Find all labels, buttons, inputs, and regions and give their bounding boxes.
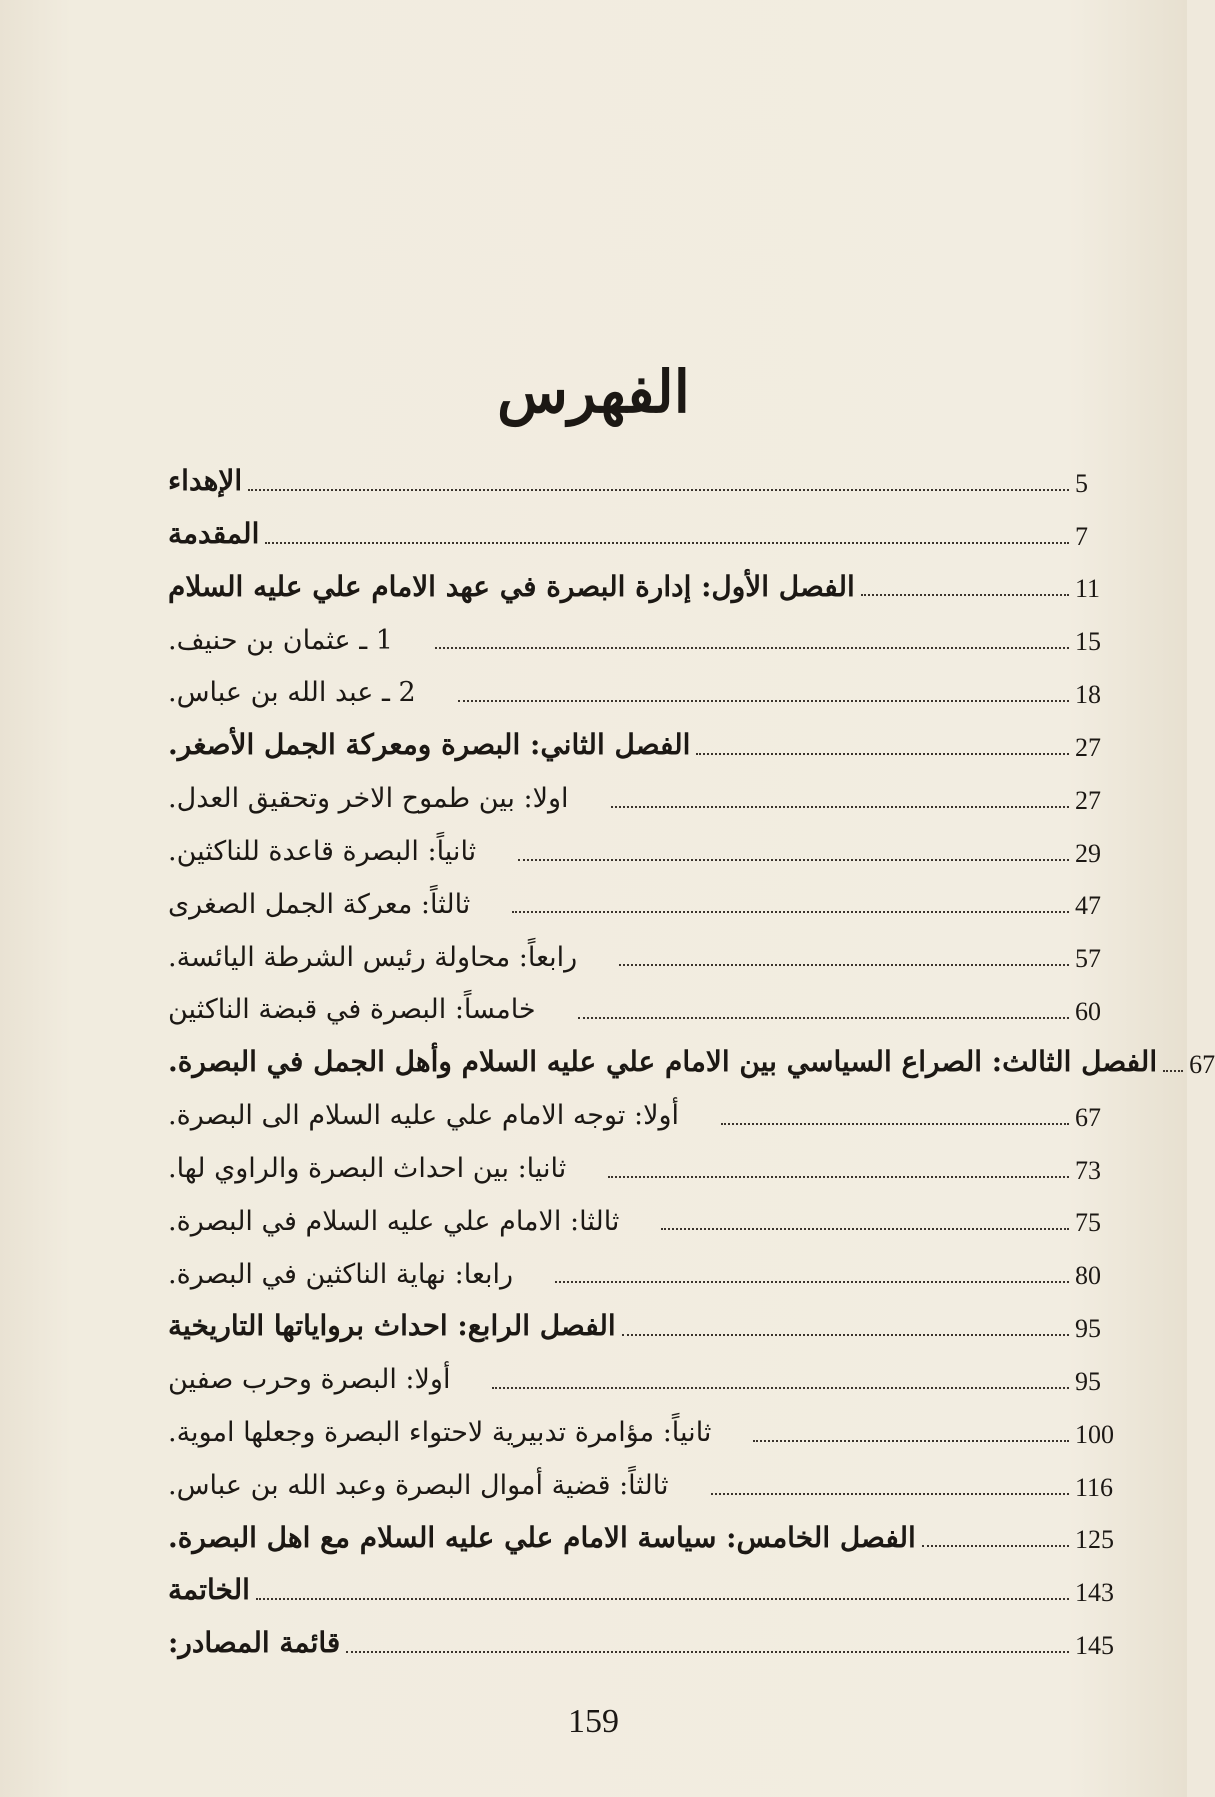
toc-entry-page-number: 80 [1075, 1261, 1101, 1291]
toc-entry-page-number: 47 [1075, 891, 1101, 921]
toc-entry-title: الفصل الخامس: سياسة الامام علي عليه السلام مع اهل البصرة. [168, 1520, 916, 1554]
toc-entry [168, 818, 1135, 871]
dot-leader [696, 753, 1069, 755]
toc-entry-title: أولا: توجه الامام علي عليه السلام الى البصرة. [168, 1100, 680, 1132]
toc-entry [168, 448, 1135, 501]
toc-entry-page-number: 27 [1075, 785, 1101, 815]
dot-leader [753, 1440, 1069, 1442]
table-of-contents [168, 448, 1215, 1663]
toc-entry-title: المقدمة [168, 516, 260, 550]
toc-entry-title: ثالثاً: قضية أموال البصرة وعبد الله بن عباس. [168, 1469, 669, 1501]
toc-entry-title: 2 ـ عبد الله بن عباس. [168, 677, 416, 709]
toc-entry-title: رابعاً: محاولة رئيس الشرطة اليائسة. [168, 941, 578, 973]
page-title: الفهرس [497, 358, 690, 426]
toc-entry [168, 554, 1135, 607]
toc-entry [168, 1505, 1135, 1558]
dot-leader [608, 1176, 1069, 1178]
toc-entry-page-number: 18 [1075, 680, 1101, 710]
dot-leader [711, 1493, 1069, 1495]
dot-leader [458, 700, 1069, 702]
toc-entry-title: الفصل الثاني: البصرة ومعركة الجمل الأصغر. [168, 728, 691, 762]
toc-entry-page-number: 5 [1075, 468, 1088, 498]
toc-entry-page-number: 11 [1075, 574, 1101, 604]
dot-leader [661, 1228, 1069, 1230]
dot-leader [518, 859, 1069, 861]
toc-entry-title: ثانياً: مؤامرة تدبيرية لاحتواء البصرة وجعلها اموية. [168, 1417, 712, 1449]
dot-leader [622, 1334, 1069, 1336]
toc-entry [168, 1452, 1135, 1505]
dot-leader [265, 542, 1069, 544]
dot-leader [861, 594, 1069, 596]
toc-entry-page-number: 95 [1075, 1314, 1101, 1344]
toc-entry-title: اولا: بين طموح الاخر وتحقيق العدل. [168, 783, 569, 815]
toc-entry-title: الفصل الرابع: احداث برواياتها التاريخية [168, 1309, 616, 1343]
toc-entry-title: ثالثاً: معركة الجمل الصغرى [168, 888, 471, 920]
toc-entry [168, 765, 1135, 818]
toc-entry-page-number: 60 [1075, 997, 1101, 1027]
toc-entry-title: الفصل الأول: إدارة البصرة في عهد الامام علي عليه السلام [168, 569, 855, 603]
toc-entry [168, 1240, 1135, 1293]
toc-entry [168, 1293, 1135, 1346]
toc-entry-page-number: 75 [1075, 1208, 1101, 1238]
toc-entry-title: الفصل الثالث: الصراع السياسي بين الامام علي عليه السلام وأهل الجمل في البصرة. [168, 1045, 1158, 1079]
toc-entry [168, 1610, 1135, 1663]
toc-entry-page-number: 57 [1075, 944, 1101, 974]
toc-entry [168, 1188, 1135, 1241]
toc-entry-title: قائمة المصادر: [168, 1626, 341, 1660]
dot-leader [578, 1017, 1069, 1019]
toc-entry-page-number: 67 [1075, 1102, 1101, 1132]
toc-entry-page-number: 73 [1075, 1155, 1101, 1185]
toc-entry-page-number: 67 [1189, 1049, 1215, 1079]
toc-entry-title: الإهداء [168, 464, 243, 498]
toc-entry [168, 1135, 1135, 1188]
toc-entry [168, 976, 1135, 1029]
toc-entry [168, 923, 1135, 976]
dot-leader [492, 1387, 1069, 1389]
toc-entry [168, 1557, 1135, 1610]
toc-entry-page-number: 145 [1075, 1631, 1114, 1661]
toc-entry-page-number: 116 [1075, 1472, 1114, 1502]
dot-leader [512, 911, 1069, 913]
toc-entry [168, 501, 1135, 554]
toc-entry-title: الخاتمة [168, 1573, 250, 1607]
toc-entry-title: ثالثا: الامام علي عليه السلام في البصرة. [168, 1205, 620, 1237]
dot-leader [256, 1598, 1069, 1600]
dot-leader [346, 1651, 1069, 1653]
toc-entry-title: خامساً: البصرة في قبضة الناكثين [168, 994, 536, 1026]
dot-leader [721, 1123, 1069, 1125]
page-number: 159 [568, 1703, 619, 1740]
toc-entry-page-number: 7 [1075, 521, 1088, 551]
toc-entry-page-number: 143 [1075, 1578, 1114, 1608]
toc-entry-page-number: 29 [1075, 838, 1101, 868]
toc-entry-page-number: 125 [1075, 1525, 1114, 1555]
toc-entry-page-number: 15 [1075, 627, 1101, 657]
toc-entry-title: ثانياً: البصرة قاعدة للناكثين. [168, 835, 477, 867]
dot-leader [248, 489, 1069, 491]
toc-entry [168, 659, 1135, 712]
dot-leader [435, 647, 1069, 649]
toc-entry [168, 1082, 1135, 1135]
toc-entry-title: ثانيا: بين احداث البصرة والراوي لها. [168, 1152, 567, 1184]
toc-entry [168, 1029, 1215, 1082]
toc-entry [168, 1346, 1135, 1399]
toc-entry-page-number: 100 [1075, 1419, 1114, 1449]
toc-entry [168, 1399, 1135, 1452]
toc-entry [168, 712, 1135, 765]
toc-entry-title: رابعا: نهاية الناكثين في البصرة. [168, 1258, 514, 1290]
toc-entry-page-number: 95 [1075, 1366, 1101, 1396]
toc-entry [168, 606, 1135, 659]
dot-leader [619, 964, 1069, 966]
toc-entry [168, 871, 1135, 924]
toc-entry-title: أولا: البصرة وحرب صفين [168, 1364, 451, 1396]
dot-leader [1163, 1070, 1183, 1072]
dot-leader [611, 806, 1069, 808]
dot-leader [555, 1281, 1069, 1283]
toc-entry-page-number: 27 [1075, 732, 1101, 762]
toc-entry-title: 1 ـ عثمان بن حنيف. [168, 624, 393, 656]
dot-leader [922, 1545, 1069, 1547]
